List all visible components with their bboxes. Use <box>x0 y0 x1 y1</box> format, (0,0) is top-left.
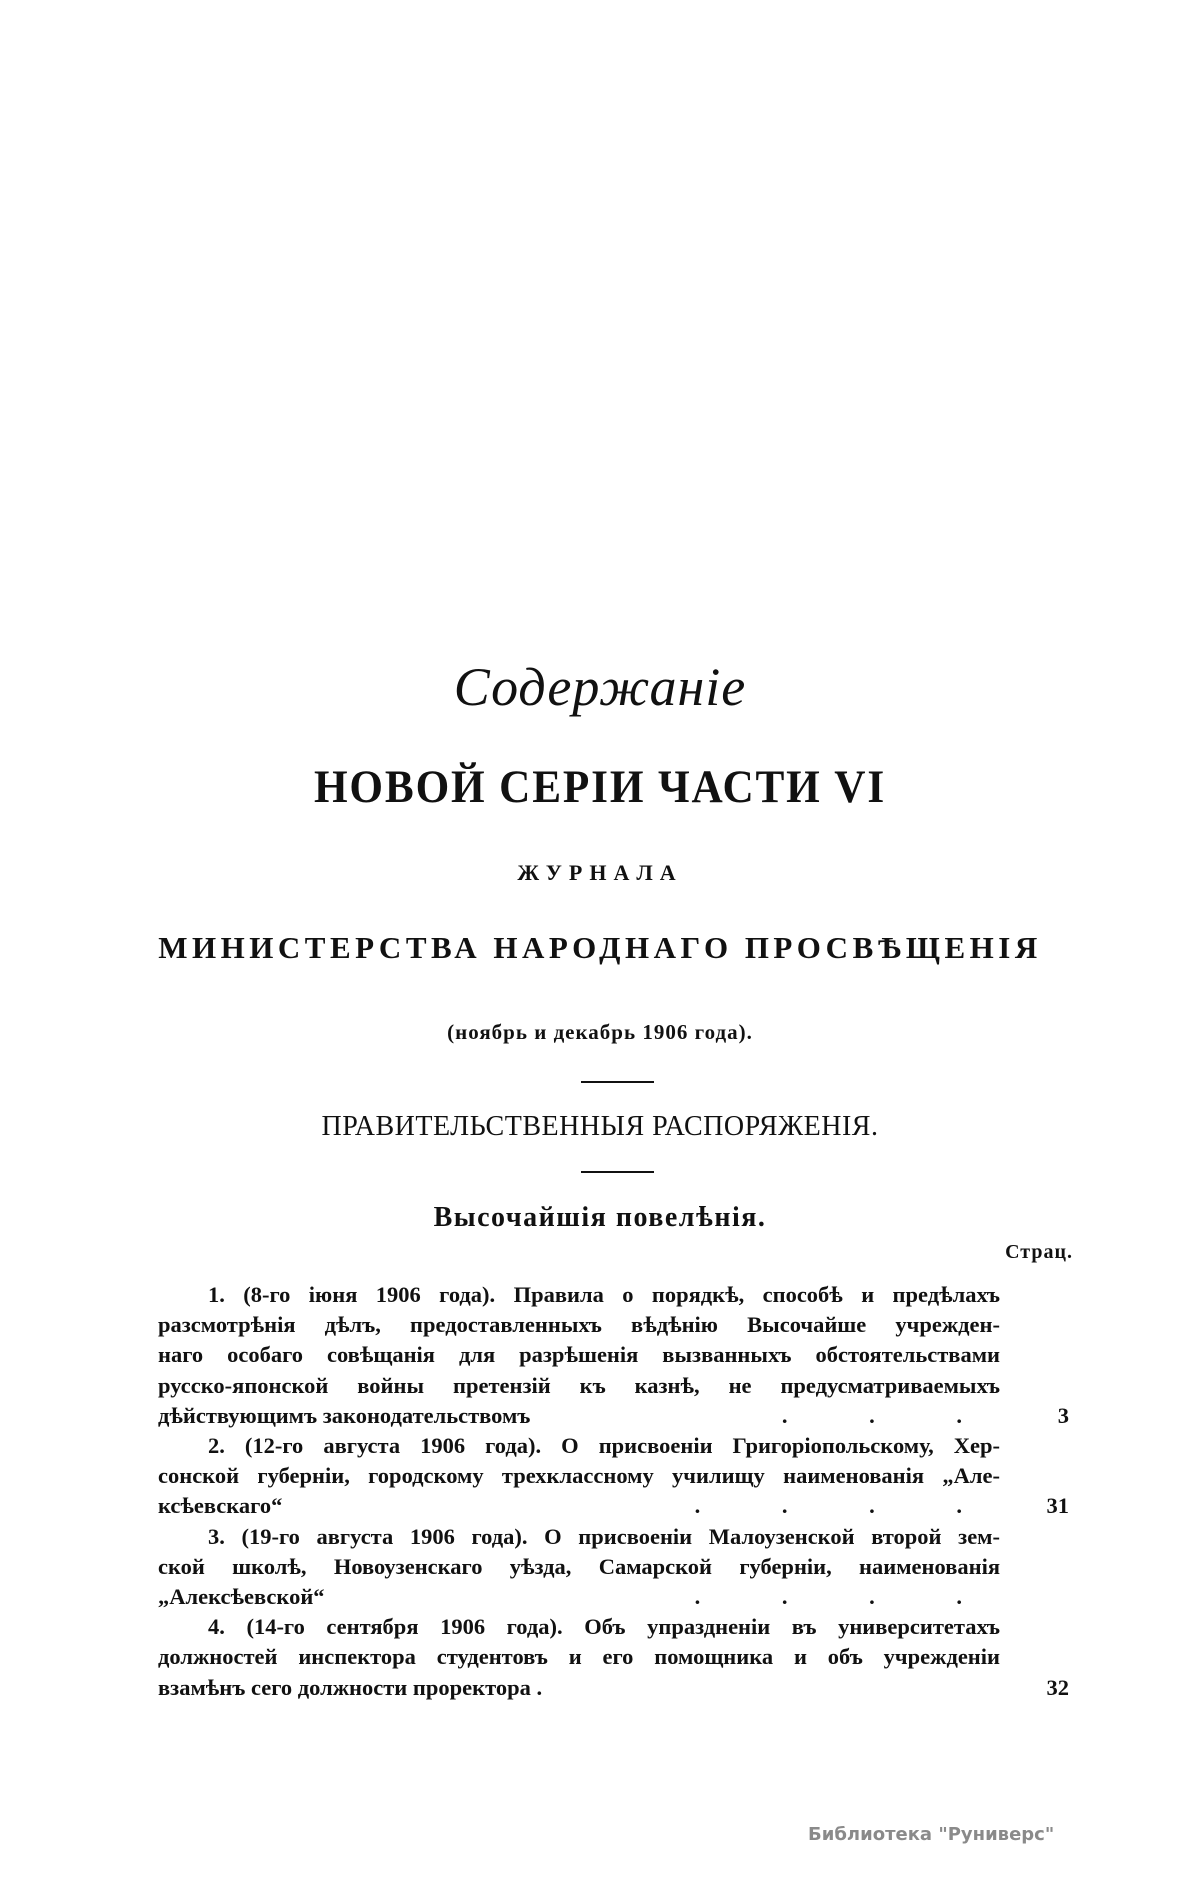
page-column-header: Страц. <box>1005 1241 1073 1263</box>
entry-page-number: 32 <box>1046 1674 1069 1700</box>
entry-text: ской школѣ, Новоузенскаго уѣзда, Самарской губерніи, наименованія <box>158 1553 1000 1579</box>
entry-text: 1. (8-го іюня 1906 года). Правила о порядкѣ, способѣ и предѣлахъ <box>208 1282 1000 1307</box>
entry-line <box>158 1340 1000 1370</box>
entry-line <box>158 1461 1000 1491</box>
entry-line <box>208 1612 1000 1642</box>
entry-text: ксѣевскаго“ <box>158 1493 283 1519</box>
entry-text: 2. (12-го августа 1906 года). О присвоеніи Григоріопольскому, Хер- <box>208 1433 1000 1458</box>
library-watermark: Библиотека "Руниверс" <box>808 1824 1055 1845</box>
journal-heading: ЖУРНАЛА <box>517 860 683 885</box>
entry-line <box>158 1371 1000 1401</box>
series-heading: НОВОЙ СЕРІИ ЧАСТИ VI <box>313 761 887 813</box>
entry-line <box>158 1401 1000 1431</box>
section-heading: ПРАВИТЕЛЬСТВЕННЫЯ РАСПОРЯЖЕНІЯ. <box>321 1111 879 1142</box>
entry-text: должностей инспектора студентовъ и его помощника и объ учрежденіи <box>158 1644 1000 1670</box>
entry-page-number: 31 <box>1046 1493 1069 1519</box>
contents-title: Содержаніе <box>453 657 747 717</box>
entry-text: 3. (19-го августа 1906 года). О присвоеніи Малоузенской второй зем- <box>208 1523 1000 1549</box>
entry-line <box>158 1552 1000 1582</box>
entry-text: взамѣнъ сего должности проректора . <box>158 1674 543 1700</box>
entry-line <box>208 1431 1000 1461</box>
dot-leader: . . . <box>781 1402 1000 1428</box>
entry-text: 4. (14-го сентября 1906 года). Объ упраздненіи въ университетахъ <box>208 1614 1000 1640</box>
period-subtitle: (ноябрь и декабрь 1906 года). <box>447 1020 753 1044</box>
entry-line <box>158 1491 1000 1521</box>
divider-rule <box>581 1171 654 1173</box>
entry-text: разсмотрѣнія дѣлъ, предоставленныхъ вѣдѣнію Высочайше учрежден- <box>158 1312 1000 1338</box>
entry-line <box>158 1582 1000 1612</box>
entry-text: сонской губерніи, городскому трехклассному училищу наименованія „Але- <box>158 1463 1000 1489</box>
dot-leader: . . . . <box>694 1493 1000 1519</box>
dot-leader: . . . . <box>694 1584 1000 1609</box>
ministry-heading: МИНИСТЕРСТВА НАРОДНАГО ПРОСВѢЩЕНІЯ <box>158 930 1042 965</box>
entry-line <box>158 1310 1000 1340</box>
entry-text: русско-японской войны претензій къ казнѣ, не предусматриваемыхъ <box>158 1372 1000 1398</box>
entry-line <box>158 1673 1000 1703</box>
entry-text: дѣйствующимъ законодательствомъ <box>158 1402 531 1428</box>
entry-page-number: 3 <box>1057 1402 1069 1428</box>
entry-line <box>208 1280 1000 1310</box>
entry-line <box>158 1642 1000 1672</box>
entry-text: „Алексѣевской“ <box>158 1584 325 1609</box>
divider-rule <box>581 1081 654 1083</box>
entry-text: наго особаго совѣщанія для разрѣшенія вызванныхъ обстоятельствами <box>158 1342 1000 1368</box>
entry-line <box>208 1522 1000 1552</box>
subsection-heading: Высочайшія повелѣнія. <box>433 1202 767 1233</box>
